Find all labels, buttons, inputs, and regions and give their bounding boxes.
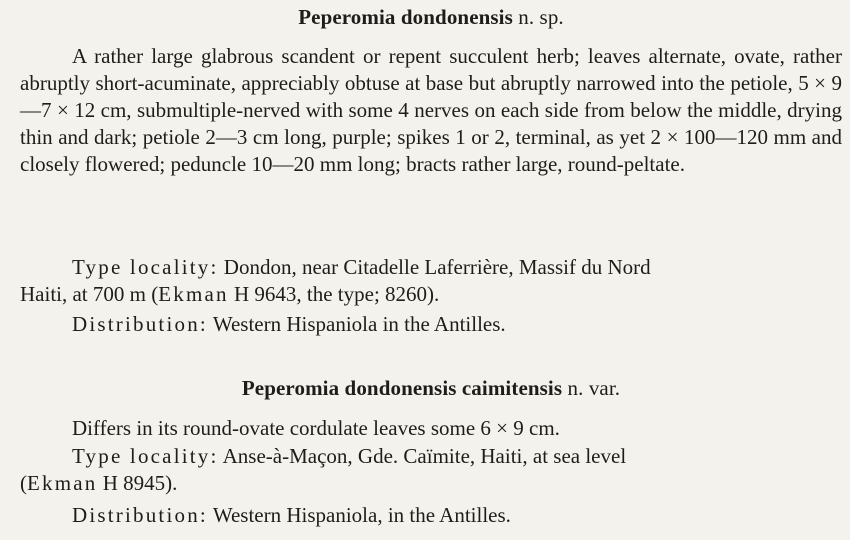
- species-type-line2a: Haiti, at 700 m (: [20, 282, 159, 306]
- variety-distribution-text: Western Hispaniola, in the Antilles.: [212, 503, 511, 527]
- species-distribution-text: Western Hispaniola in the Antilles.: [212, 312, 506, 336]
- variety-type-locality-cont: [20, 470, 842, 497]
- variety-heading: [20, 376, 842, 401]
- species-description: A rather large glabrous scandent or repent succulent herb; leaves alternate, ovate, rather abruptly short-acuminate, appreciably obtuse at base but abruptly narrowed into the petiole, 5 × 9—7 × 12 cm, submultiple-nerved with some 4 nerves on each side from below the middle, drying thin and dark; petiole 2—3 cm long, purple; spikes 1 or 2, terminal, as yet 2 × 100—120 mm and closely flowered; peduncle 10—20 mm long; bracts rather large, round-peltate.: [20, 44, 842, 176]
- variety-type-collector: Ekman: [27, 471, 98, 495]
- species-type-line2b: H 9643, the type; 8260).: [233, 282, 440, 306]
- variety-type-line1: Anse-à-Maçon, Gde. Caïmite, Haiti, at sea level: [222, 444, 627, 468]
- species-type-label: Type locality:: [72, 255, 219, 279]
- species-status: n. sp.: [518, 5, 564, 29]
- variety-type-label: Type locality:: [72, 444, 219, 468]
- variety-name: Peperomia dondonensis caimitensis: [241, 376, 563, 400]
- species-type-locality-cont: [20, 281, 842, 308]
- variety-type-locality: [20, 443, 850, 470]
- variety-type-line2b: H 8945).: [102, 471, 178, 495]
- species-distribution: [20, 311, 850, 338]
- variety-status: n. var.: [567, 376, 621, 400]
- variety-description: Differs in its round-ovate cordulate leaves some 6 × 9 cm.: [72, 416, 560, 440]
- variety-distribution: [20, 502, 850, 529]
- species-type-collector: Ekman: [158, 282, 229, 306]
- species-type-locality: [20, 254, 850, 281]
- species-name: Peperomia dondonensis: [298, 5, 513, 29]
- page: [20, 0, 842, 540]
- variety-type-line2a: (: [20, 471, 27, 495]
- variety-distribution-label: Distribution:: [72, 503, 208, 527]
- species-distribution-label: Distribution:: [72, 312, 208, 336]
- species-type-line1: Dondon, near Citadelle Laferrière, Massif du Nord: [223, 255, 651, 279]
- species-heading: [20, 5, 842, 30]
